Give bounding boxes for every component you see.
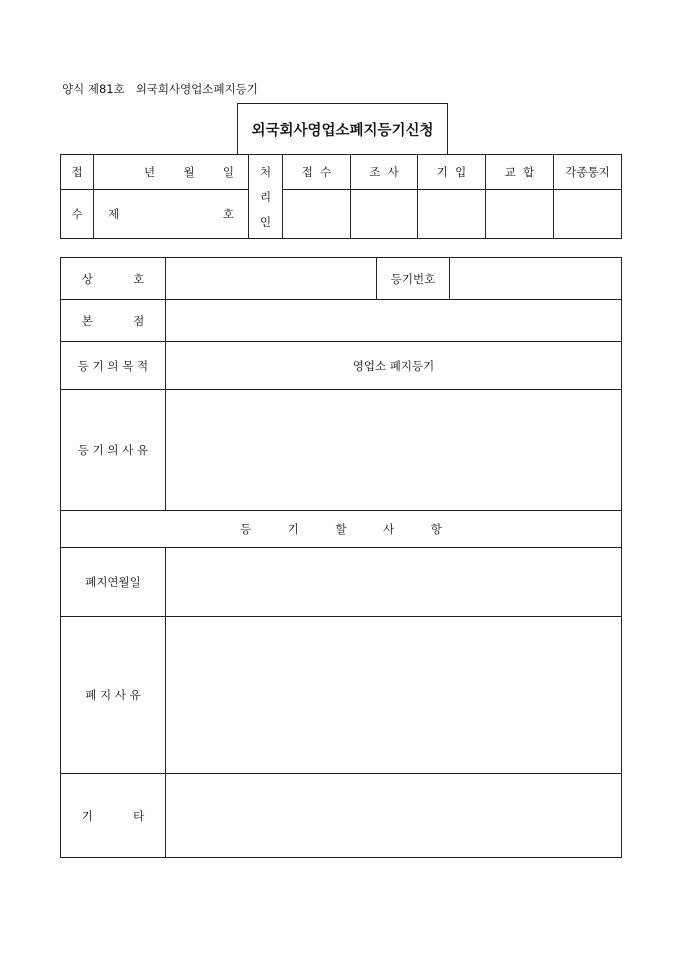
others-label: 기 타 — [61, 774, 166, 858]
receipt-label-su: 수 — [61, 190, 94, 239]
reason-label: 등 기 의 사 유 — [61, 390, 166, 511]
day-label: 일 — [222, 165, 234, 179]
receipt-date-cell[interactable] — [94, 155, 249, 190]
month-label: 월 — [183, 165, 195, 179]
step-header-gyohap: 교 합 — [486, 155, 554, 190]
purpose-label: 등 기 의 목 적 — [61, 342, 166, 390]
receipt-number-cell[interactable] — [94, 190, 249, 239]
processor-char-3: 인 — [259, 214, 272, 229]
number-suffix: 호 — [222, 207, 234, 221]
step-cell-notice[interactable] — [554, 190, 622, 239]
year-label: 년 — [144, 165, 156, 179]
step-header-giip: 기 입 — [418, 155, 486, 190]
page-title: 외국회사영업소폐지등기신청 — [237, 103, 448, 154]
processor-label — [249, 155, 283, 239]
step-cell-jeopsu[interactable] — [283, 190, 351, 239]
step-cell-josa[interactable] — [351, 190, 418, 239]
matters-header: 등 기 할 사 항 — [61, 511, 622, 548]
trade-name-label: 상 호 — [61, 258, 166, 300]
reg-number-field[interactable] — [450, 258, 622, 300]
closure-date-label: 폐지연월일 — [61, 548, 166, 617]
trade-name-field[interactable] — [166, 258, 377, 300]
form-number-label: 양식 제81호 외국회사영업소폐지등기 — [62, 82, 258, 96]
closure-reason-field[interactable] — [166, 617, 622, 774]
step-cell-giip[interactable] — [418, 190, 486, 239]
others-field[interactable] — [166, 774, 622, 858]
closure-reason-label: 폐 지 사 유 — [61, 617, 166, 774]
processor-char-1: 처 — [259, 164, 272, 179]
head-office-field[interactable] — [166, 300, 622, 342]
step-header-josa: 조 사 — [351, 155, 418, 190]
receipt-label-jeop: 접 — [61, 155, 94, 190]
step-cell-gyohap[interactable] — [486, 190, 554, 239]
receipt-table — [60, 154, 622, 239]
processor-char-2: 리 — [259, 189, 272, 204]
reason-field[interactable] — [166, 390, 622, 511]
head-office-label: 본 점 — [61, 300, 166, 342]
reg-number-label: 등기번호 — [377, 258, 450, 300]
number-prefix: 제 — [108, 207, 120, 221]
step-header-jeopsu: 접 수 — [283, 155, 351, 190]
step-header-notice: 각종통지 — [554, 155, 622, 190]
purpose-value: 영업소 폐지등기 — [166, 342, 622, 390]
closure-date-field[interactable] — [166, 548, 622, 617]
registration-table — [60, 257, 622, 858]
